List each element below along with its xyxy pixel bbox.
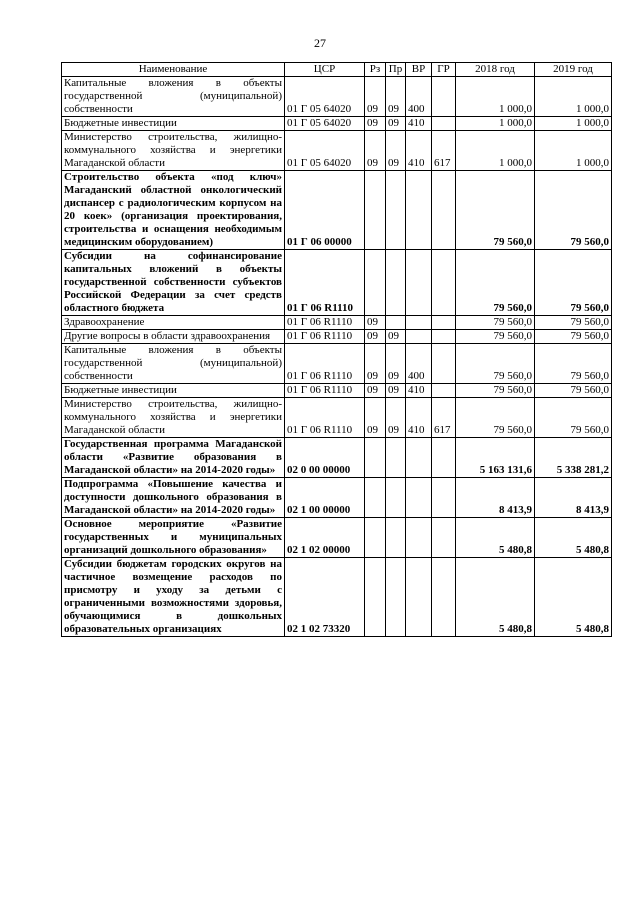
row-name: Капитальные вложения в объекты государственной (муниципальной) собственности bbox=[62, 344, 285, 384]
row-pr: 09 bbox=[386, 398, 406, 438]
row-rz: 09 bbox=[365, 384, 386, 398]
row-gr bbox=[432, 117, 456, 131]
row-2019: 79 560,0 bbox=[535, 316, 612, 330]
header-rz: Рз bbox=[365, 63, 386, 77]
table-row bbox=[62, 316, 612, 330]
table-row bbox=[62, 171, 612, 250]
row-gr: 617 bbox=[432, 131, 456, 171]
row-pr bbox=[386, 438, 406, 478]
row-rz bbox=[365, 478, 386, 518]
table-row bbox=[62, 131, 612, 171]
row-rz: 09 bbox=[365, 330, 386, 344]
row-csr: 01 Г 06 R1110 bbox=[285, 316, 365, 330]
row-rz bbox=[365, 438, 386, 478]
header-gr: ГР bbox=[432, 63, 456, 77]
row-2018: 79 560,0 bbox=[456, 384, 535, 398]
row-vr: 410 bbox=[406, 384, 432, 398]
row-gr bbox=[432, 316, 456, 330]
row-2018: 1 000,0 bbox=[456, 117, 535, 131]
row-rz: 09 bbox=[365, 131, 386, 171]
row-pr bbox=[386, 518, 406, 558]
row-2019: 79 560,0 bbox=[535, 250, 612, 316]
row-2019: 5 338 281,2 bbox=[535, 438, 612, 478]
budget-table bbox=[61, 62, 612, 637]
row-csr: 01 Г 06 R1110 bbox=[285, 250, 365, 316]
header-2018: 2018 год bbox=[456, 63, 535, 77]
row-2019: 1 000,0 bbox=[535, 117, 612, 131]
row-vr bbox=[406, 478, 432, 518]
table-row bbox=[62, 398, 612, 438]
table-row bbox=[62, 478, 612, 518]
row-2019: 5 480,8 bbox=[535, 558, 612, 637]
header-2019: 2019 год bbox=[535, 63, 612, 77]
table-row bbox=[62, 250, 612, 316]
row-csr: 02 1 02 00000 bbox=[285, 518, 365, 558]
row-csr: 02 1 00 00000 bbox=[285, 478, 365, 518]
table-row bbox=[62, 330, 612, 344]
header-row bbox=[62, 63, 612, 77]
row-gr bbox=[432, 438, 456, 478]
row-name: Основное мероприятие «Развитие государственных и муниципальных организаций дошкольного образования» bbox=[62, 518, 285, 558]
row-2018: 1 000,0 bbox=[456, 77, 535, 117]
row-gr bbox=[432, 558, 456, 637]
row-2019: 8 413,9 bbox=[535, 478, 612, 518]
table-row bbox=[62, 344, 612, 384]
row-rz bbox=[365, 518, 386, 558]
row-name: Другие вопросы в области здравоохранения bbox=[62, 330, 285, 344]
table-row bbox=[62, 438, 612, 478]
row-2018: 79 560,0 bbox=[456, 316, 535, 330]
row-name: Министерство строительства, жилищно-коммунального хозяйства и энергетики Магаданской области bbox=[62, 398, 285, 438]
row-2018: 8 413,9 bbox=[456, 478, 535, 518]
row-2018: 5 480,8 bbox=[456, 518, 535, 558]
row-vr bbox=[406, 250, 432, 316]
row-name: Субсидии на софинансирование капитальных вложений в объекты государственной собственности субъектов Российской Федерации за счет средств областного бюджета bbox=[62, 250, 285, 316]
row-csr: 01 Г 06 R1110 bbox=[285, 398, 365, 438]
row-csr: 01 Г 05 64020 bbox=[285, 131, 365, 171]
row-2019: 79 560,0 bbox=[535, 344, 612, 384]
row-csr: 02 1 02 73320 bbox=[285, 558, 365, 637]
row-rz: 09 bbox=[365, 117, 386, 131]
table-row bbox=[62, 77, 612, 117]
row-gr: 617 bbox=[432, 398, 456, 438]
row-2018: 79 560,0 bbox=[456, 398, 535, 438]
row-pr: 09 bbox=[386, 117, 406, 131]
row-2019: 5 480,8 bbox=[535, 518, 612, 558]
row-name: Государственная программа Магаданской области «Развитие образования в Магаданской области» на 2014-2020 годы» bbox=[62, 438, 285, 478]
row-name: Бюджетные инвестиции bbox=[62, 384, 285, 398]
table-row bbox=[62, 558, 612, 637]
row-vr bbox=[406, 518, 432, 558]
row-pr: 09 bbox=[386, 330, 406, 344]
row-gr bbox=[432, 330, 456, 344]
row-gr bbox=[432, 250, 456, 316]
row-csr: 01 Г 05 64020 bbox=[285, 117, 365, 131]
row-vr: 400 bbox=[406, 344, 432, 384]
row-csr: 01 Г 06 R1110 bbox=[285, 344, 365, 384]
row-2019: 1 000,0 bbox=[535, 131, 612, 171]
row-gr bbox=[432, 384, 456, 398]
row-2018: 1 000,0 bbox=[456, 131, 535, 171]
row-rz: 09 bbox=[365, 344, 386, 384]
row-vr bbox=[406, 558, 432, 637]
row-csr: 01 Г 05 64020 bbox=[285, 77, 365, 117]
row-rz: 09 bbox=[365, 316, 386, 330]
table-row bbox=[62, 117, 612, 131]
header-name: Наименование bbox=[62, 63, 285, 77]
row-vr bbox=[406, 438, 432, 478]
row-vr bbox=[406, 330, 432, 344]
header-vr: ВР bbox=[406, 63, 432, 77]
row-vr: 410 bbox=[406, 117, 432, 131]
header-csr: ЦСР bbox=[285, 63, 365, 77]
row-pr bbox=[386, 558, 406, 637]
table-row bbox=[62, 518, 612, 558]
row-rz: 09 bbox=[365, 398, 386, 438]
row-name: Капитальные вложения в объекты государственной (муниципальной) собственности bbox=[62, 77, 285, 117]
row-2019: 79 560,0 bbox=[535, 398, 612, 438]
row-csr: 01 Г 06 R1110 bbox=[285, 330, 365, 344]
row-2019: 1 000,0 bbox=[535, 77, 612, 117]
row-2018: 5 163 131,6 bbox=[456, 438, 535, 478]
page-number: 27 bbox=[314, 36, 326, 50]
row-pr: 09 bbox=[386, 131, 406, 171]
row-name: Здравоохранение bbox=[62, 316, 285, 330]
row-gr bbox=[432, 171, 456, 250]
row-pr: 09 bbox=[386, 384, 406, 398]
row-csr: 01 Г 06 R1110 bbox=[285, 384, 365, 398]
row-vr: 410 bbox=[406, 131, 432, 171]
row-pr bbox=[386, 250, 406, 316]
row-2019: 79 560,0 bbox=[535, 171, 612, 250]
row-csr: 02 0 00 00000 bbox=[285, 438, 365, 478]
row-rz bbox=[365, 171, 386, 250]
row-rz bbox=[365, 558, 386, 637]
row-gr bbox=[432, 344, 456, 384]
row-name: Подпрограмма «Повышение качества и доступности дошкольного образования в Магаданской области» на 2014-2020 годы» bbox=[62, 478, 285, 518]
row-vr: 410 bbox=[406, 398, 432, 438]
row-rz: 09 bbox=[365, 77, 386, 117]
row-gr bbox=[432, 478, 456, 518]
row-2018: 79 560,0 bbox=[456, 344, 535, 384]
row-pr: 09 bbox=[386, 344, 406, 384]
row-vr bbox=[406, 171, 432, 250]
row-name: Министерство строительства, жилищно-коммунального хозяйства и энергетики Магаданской области bbox=[62, 131, 285, 171]
row-name: Субсидии бюджетам городских округов на частичное возмещение расходов по присмотру и уходу за детьми с ограниченными возможностями здоровья, обучающимися в дошкольных образовательных организациях bbox=[62, 558, 285, 637]
row-name: Строительство объекта «под ключ» Магаданский областной онкологический диспансер с радиологическим корпусом на 20 коек» (организация проектирования, строительства и оснащения необходимым медицинским оборудованием) bbox=[62, 171, 285, 250]
row-name: Бюджетные инвестиции bbox=[62, 117, 285, 131]
row-pr bbox=[386, 478, 406, 518]
table-row bbox=[62, 384, 612, 398]
row-2019: 79 560,0 bbox=[535, 384, 612, 398]
row-2018: 79 560,0 bbox=[456, 330, 535, 344]
row-vr bbox=[406, 316, 432, 330]
row-rz bbox=[365, 250, 386, 316]
row-pr: 09 bbox=[386, 77, 406, 117]
row-vr: 400 bbox=[406, 77, 432, 117]
row-gr bbox=[432, 518, 456, 558]
row-2018: 79 560,0 bbox=[456, 250, 535, 316]
row-gr bbox=[432, 77, 456, 117]
row-2018: 79 560,0 bbox=[456, 171, 535, 250]
row-2019: 79 560,0 bbox=[535, 330, 612, 344]
row-pr bbox=[386, 171, 406, 250]
row-2018: 5 480,8 bbox=[456, 558, 535, 637]
row-csr: 01 Г 06 00000 bbox=[285, 171, 365, 250]
row-pr bbox=[386, 316, 406, 330]
header-pr: Пр bbox=[386, 63, 406, 77]
